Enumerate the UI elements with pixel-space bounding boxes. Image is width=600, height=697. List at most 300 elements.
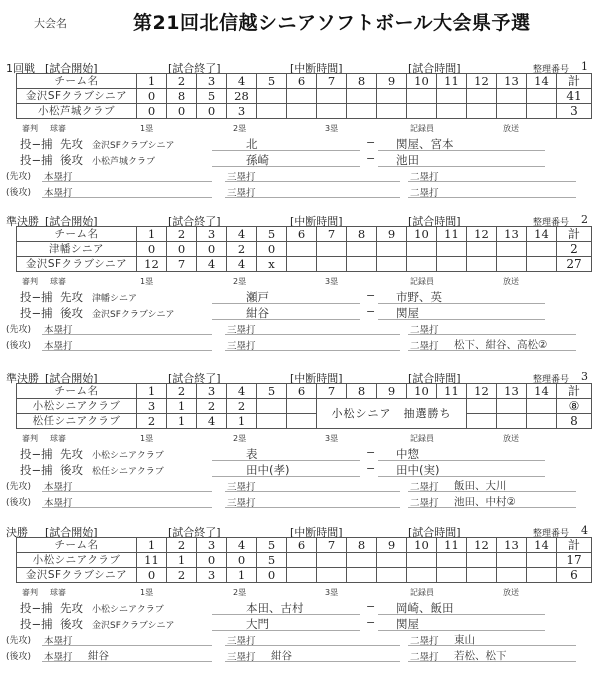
battery-dash: − [366,462,376,475]
top-team-label: (先攻) [6,636,32,646]
top-catcher-name: 関屋、宮本 [396,137,454,151]
result-note: 小松シニア 抽選勝ち [317,399,467,429]
inning-header-14: 14 [527,384,557,399]
bottom-pitcher-name: 田中(孝) [246,463,290,477]
end-label: [試合終了] [168,215,221,228]
triple-label: 三塁打 [227,325,256,336]
inning-score [257,399,287,414]
battery-dash: − [366,152,376,165]
inning-score [467,414,497,429]
top-side-label: 先攻 [60,447,83,461]
inning-score [377,553,407,568]
double-label: 二塁打 [410,498,439,509]
inning-score [527,257,557,272]
inning-score [287,568,317,583]
inning-header-5: 5 [257,538,287,553]
top-catcher-field [378,446,545,461]
inning-score: 2 [227,242,257,257]
inning-score [407,89,437,104]
team-total: 17 [557,553,592,568]
page-title: 第21回北信越シニアソフトボール大会県予選 [133,12,531,34]
inning-header-5: 5 [257,384,287,399]
scoreboard-table [16,73,592,119]
inning-header-3: 3 [197,384,227,399]
broadcast-label: 放送 [503,124,519,133]
inning-header-7: 7 [317,227,347,242]
team-row-1 [17,242,592,257]
second-base-umpire-label: 2塁 [233,434,247,443]
inning-score: 4 [197,414,227,429]
break-label: [中断時間] [290,215,343,228]
inning-score [317,89,347,104]
inning-header-4: 4 [227,227,257,242]
bottom-catcher-name: 関屋 [396,617,419,631]
team-name-header: チーム名 [17,74,137,89]
inning-score: 4 [227,257,257,272]
double-label: 二塁打 [410,188,439,199]
top-double-field [408,321,576,335]
top-pitcher-field [212,600,360,615]
inning-header-9: 9 [377,74,407,89]
top-hr-field [42,168,212,182]
inning-score: 2 [137,414,167,429]
inning-score [377,242,407,257]
inning-score [287,104,317,119]
total-header: 計 [557,384,592,399]
broadcast-label: 放送 [503,277,519,286]
team-name-header: チーム名 [17,538,137,553]
inning-score: 0 [257,568,287,583]
battery-label: 投−捕 [20,306,53,320]
team-name: 小松芦城クラブ [17,104,137,119]
bottom-catcher-name: 池田 [396,153,419,167]
top-pitcher-name: 瀬戸 [246,290,269,304]
inning-score: 1 [167,414,197,429]
bottom-double-field [408,494,576,508]
game-block-4 [0,524,600,674]
game-header [0,370,600,384]
start-label: [試合開始] [45,215,98,228]
bottom-pitcher-field [212,462,360,477]
bottom-team-label: (後攻) [6,188,32,198]
inning-score: 8 [167,89,197,104]
top-hr-field [42,632,212,646]
inning-score: 0 [227,553,257,568]
umpire-label: 審判 [22,124,38,133]
inning-header-6: 6 [287,74,317,89]
inning-score [497,553,527,568]
top-team-label: (先攻) [6,482,32,492]
inning-score: 0 [257,242,287,257]
inning-score: 2 [167,568,197,583]
top-catcher-field [378,136,545,151]
inning-score: 0 [197,104,227,119]
hr-label: 本塁打 [44,341,73,352]
inning-score [437,553,467,568]
seiri-number: 4 [581,524,588,537]
inning-score [467,104,497,119]
break-label: [中断時間] [290,372,343,385]
battery-dash: − [366,616,376,629]
top-double-field [408,478,576,492]
top-triple-field [225,632,400,646]
team-row-2 [17,257,592,272]
triple-label: 三塁打 [227,652,256,663]
inning-score: 3 [137,399,167,414]
inning-header-12: 12 [467,227,497,242]
duration-label: [試合時間] [408,372,461,385]
round-label: 準決勝 [6,215,39,228]
bottom-hr-players: 紺谷 [88,650,109,662]
battery-dash: − [366,305,376,318]
bottom-team-name: 金沢SFクラブシニア [92,310,175,320]
triple-label: 三塁打 [227,498,256,509]
bottom-triple-players: 紺谷 [271,650,292,662]
top-team-label: (先攻) [6,172,32,182]
team-name: 小松シニアクラブ [17,399,137,414]
inning-score [347,553,377,568]
battery-label: 投−捕 [20,153,53,167]
team-name: 金沢SFクラブシニア [17,568,137,583]
double-label: 二塁打 [410,636,439,647]
team-name-header: チーム名 [17,227,137,242]
battery-label: 投−捕 [20,447,53,461]
inning-score: 3 [197,568,227,583]
top-double-players: 東山 [454,634,475,646]
team-total: 2 [557,242,592,257]
double-label: 二塁打 [410,325,439,336]
inning-score [287,257,317,272]
end-label: [試合終了] [168,62,221,75]
bottom-side-label: 後攻 [60,617,83,631]
hr-label: 本塁打 [44,482,73,493]
inning-score: 1 [227,414,257,429]
third-base-umpire-label: 3塁 [325,124,339,133]
inning-score: 0 [197,242,227,257]
round-label: 準決勝 [6,372,39,385]
seiri-label: 整理番号 [533,218,570,228]
top-side-label: 先攻 [60,601,83,615]
inning-score [527,414,557,429]
inning-score [377,89,407,104]
inning-header-3: 3 [197,227,227,242]
team-name: 金沢SFクラブシニア [17,257,137,272]
break-label: [中断時間] [290,526,343,539]
double-label: 二塁打 [410,652,439,663]
inning-score [257,104,287,119]
bottom-double-field [408,184,576,198]
inning-score [347,257,377,272]
broadcast-label: 放送 [503,434,519,443]
battery-label: 投−捕 [20,601,53,615]
plate-umpire-label: 球審 [50,434,66,443]
inning-score: 3 [227,104,257,119]
top-pitcher-field [212,136,360,151]
game-block-3 [0,370,600,520]
top-side-label: 先攻 [60,137,83,151]
inning-score [317,553,347,568]
inning-header-9: 9 [377,227,407,242]
duration-label: [試合時間] [408,215,461,228]
bottom-pitcher-name: 大門 [246,617,269,631]
inning-score [527,242,557,257]
recorder-label: 記録員 [410,588,434,597]
first-base-umpire-label: 1塁 [140,124,154,133]
recorder-label: 記録員 [410,124,434,133]
bottom-triple-field [225,494,400,508]
inning-score [407,242,437,257]
battery-label: 投−捕 [20,617,53,631]
bottom-team-label: (後攻) [6,498,32,508]
top-team-name: 小松シニアクラブ [92,605,164,615]
hr-label: 本塁打 [44,652,73,663]
umpire-label: 審判 [22,434,38,443]
end-label: [試合終了] [168,372,221,385]
inning-header-11: 11 [437,384,467,399]
top-pitcher-name: 本田、古村 [246,601,304,615]
inning-score [287,89,317,104]
inning-score [497,399,527,414]
top-team-name: 金沢SFクラブシニア [92,141,175,151]
inning-score: 4 [197,257,227,272]
third-base-umpire-label: 3塁 [325,588,339,597]
bottom-team-name: 金沢SFクラブシニア [92,621,175,631]
inning-score [377,104,407,119]
top-team-name: 小松シニアクラブ [92,451,164,461]
tournament-label: 大会名 [34,17,67,30]
top-pitcher-field [212,446,360,461]
inning-score [467,257,497,272]
triple-label: 三塁打 [227,636,256,647]
inning-score: 11 [137,553,167,568]
inning-header-13: 13 [497,384,527,399]
hr-label: 本塁打 [44,325,73,336]
inning-score [377,257,407,272]
game-block-2 [0,213,600,363]
team-row-2 [17,568,592,583]
inning-header-2: 2 [167,538,197,553]
inning-score: 0 [197,553,227,568]
inning-header-6: 6 [287,384,317,399]
triple-label: 三塁打 [227,482,256,493]
team-name: 津幡シニア [17,242,137,257]
inning-score [527,104,557,119]
bottom-catcher-name: 関屋 [396,306,419,320]
inning-score [407,257,437,272]
triple-label: 三塁打 [227,188,256,199]
inning-header-13: 13 [497,538,527,553]
inning-score [437,568,467,583]
bottom-catcher-field [378,152,545,167]
inning-header-1: 1 [137,74,167,89]
inning-header-5: 5 [257,227,287,242]
inning-header-2: 2 [167,74,197,89]
team-total: 8 [557,414,592,429]
inning-header-4: 4 [227,384,257,399]
bottom-triple-field [225,337,400,351]
inning-header-11: 11 [437,538,467,553]
game-block-1 [0,60,600,210]
second-base-umpire-label: 2塁 [233,588,247,597]
inning-header-1: 1 [137,384,167,399]
inning-score [467,89,497,104]
inning-score [317,104,347,119]
inning-score [287,553,317,568]
inning-header-8: 8 [347,74,377,89]
game-header [0,524,600,538]
inning-header-6: 6 [287,538,317,553]
inning-score [437,104,467,119]
bottom-double-players: 池田、中村② [454,496,516,508]
inning-score: 2 [197,399,227,414]
first-base-umpire-label: 1塁 [140,588,154,597]
inning-header-10: 10 [407,384,437,399]
inning-header-10: 10 [407,538,437,553]
inning-header-7: 7 [317,74,347,89]
bottom-side-label: 後攻 [60,153,83,167]
inning-score [347,242,377,257]
inning-score [257,414,287,429]
inning-score: 1 [227,568,257,583]
seiri-label: 整理番号 [533,65,570,75]
top-double-field [408,168,576,182]
third-base-umpire-label: 3塁 [325,434,339,443]
bottom-double-players: 松下、紺谷、高松② [454,339,548,351]
inning-header-13: 13 [497,74,527,89]
inning-score: 1 [167,399,197,414]
inning-score: 7 [167,257,197,272]
inning-score: x [257,257,287,272]
inning-header-14: 14 [527,538,557,553]
first-base-umpire-label: 1塁 [140,434,154,443]
inning-score: 5 [197,89,227,104]
start-label: [試合開始] [45,62,98,75]
bottom-hr-field [42,494,212,508]
bottom-team-name: 小松芦城クラブ [92,157,156,167]
bottom-catcher-name: 田中(実) [396,463,440,477]
game-header [0,213,600,227]
top-hr-field [42,321,212,335]
team-row-2 [17,414,592,429]
top-pitcher-name: 北 [246,137,258,151]
inning-header-5: 5 [257,74,287,89]
team-row-1 [17,89,592,104]
inning-score [317,568,347,583]
team-name-header: チーム名 [17,384,137,399]
inning-score [467,553,497,568]
bottom-hr-field [42,184,212,198]
bottom-double-field [408,648,576,662]
inning-header-14: 14 [527,227,557,242]
bottom-catcher-field [378,462,545,477]
scoreboard-header-row [17,74,592,89]
top-side-label: 先攻 [60,290,83,304]
duration-label: [試合時間] [408,526,461,539]
bottom-catcher-field [378,305,545,320]
inning-score [497,257,527,272]
double-label: 二塁打 [410,482,439,493]
inning-score: 0 [137,242,167,257]
plate-umpire-label: 球審 [50,124,66,133]
hr-label: 本塁打 [44,172,73,183]
recorder-label: 記録員 [410,434,434,443]
inning-score: 28 [227,89,257,104]
bottom-catcher-field [378,616,545,631]
inning-score: 0 [137,568,167,583]
battery-dash: − [366,289,376,302]
top-catcher-field [378,289,545,304]
inning-header-4: 4 [227,538,257,553]
inning-header-10: 10 [407,227,437,242]
umpire-label: 審判 [22,277,38,286]
inning-header-4: 4 [227,74,257,89]
bottom-triple-field [225,648,400,662]
inning-header-3: 3 [197,74,227,89]
top-double-players: 飯田、大川 [454,480,507,492]
bottom-triple-field [225,184,400,198]
third-base-umpire-label: 3塁 [325,277,339,286]
inning-score [317,242,347,257]
plate-umpire-label: 球審 [50,277,66,286]
seiri-label: 整理番号 [533,375,570,385]
scoreboard-table [16,226,592,272]
inning-header-8: 8 [347,538,377,553]
inning-score [347,89,377,104]
inning-score [437,242,467,257]
inning-header-3: 3 [197,538,227,553]
team-row-1 [17,399,592,414]
inning-score [527,89,557,104]
team-row-2 [17,104,592,119]
game-header [0,60,600,74]
round-label: 決勝 [6,526,28,539]
triple-label: 三塁打 [227,172,256,183]
inning-header-12: 12 [467,384,497,399]
inning-score [497,568,527,583]
inning-header-2: 2 [167,227,197,242]
scoreboard-table [16,383,592,429]
inning-header-9: 9 [377,384,407,399]
inning-score [287,242,317,257]
hr-label: 本塁打 [44,188,73,199]
recorder-label: 記録員 [410,277,434,286]
team-total: 3 [557,104,592,119]
scoreboard-header-row [17,227,592,242]
inning-header-11: 11 [437,227,467,242]
inning-header-9: 9 [377,538,407,553]
second-base-umpire-label: 2塁 [233,277,247,286]
inning-header-12: 12 [467,74,497,89]
top-catcher-name: 岡崎、飯田 [396,601,454,615]
team-name: 小松シニアクラブ [17,553,137,568]
inning-score [377,568,407,583]
battery-dash: − [366,600,376,613]
inning-score: 5 [257,553,287,568]
inning-header-7: 7 [317,384,347,399]
double-label: 二塁打 [410,341,439,352]
top-triple-field [225,168,400,182]
bottom-team-label: (後攻) [6,652,32,662]
inning-score [287,399,317,414]
top-double-field [408,632,576,646]
seiri-number: 2 [581,213,588,226]
break-label: [中断時間] [290,62,343,75]
battery-label: 投−捕 [20,290,53,304]
bottom-team-name: 松任シニアクラブ [92,467,164,477]
inning-header-11: 11 [437,74,467,89]
bottom-pitcher-field [212,616,360,631]
inning-score [467,399,497,414]
